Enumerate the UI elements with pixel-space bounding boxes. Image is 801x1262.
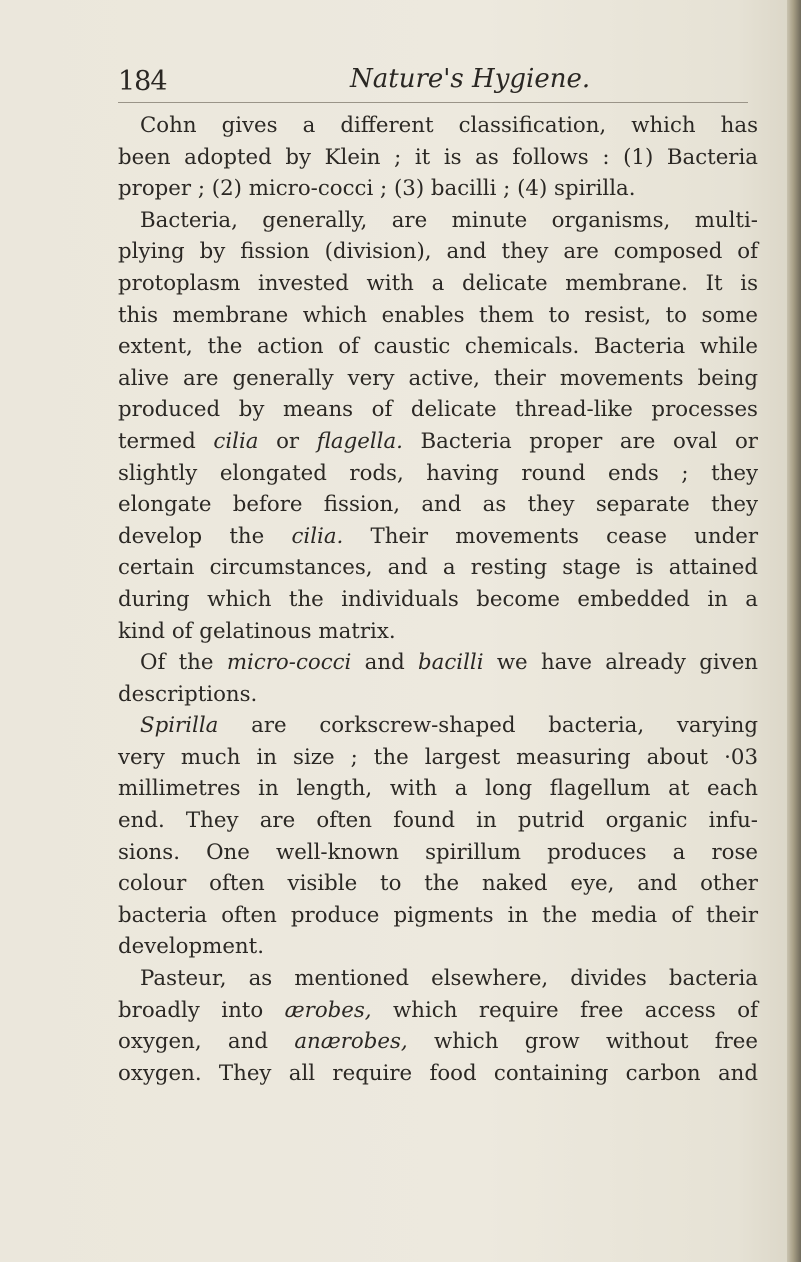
text-line: development. xyxy=(118,934,264,960)
text-line: develop the cilia. Their movements cease under xyxy=(118,523,758,549)
text-line: oxygen. They all require food containing carbon and xyxy=(118,1060,758,1086)
text-line: Bacteria, generally, are minute organisms, multi- xyxy=(140,207,758,233)
text-line: oxygen, and anærobes, which grow without free xyxy=(118,1029,758,1055)
text-line: alive are generally very active, their movements being xyxy=(118,365,758,391)
text-line: millimetres in length, with a long flagellum at each xyxy=(118,776,758,802)
text-line: descriptions. xyxy=(118,681,258,707)
text-line: kind of gelatinous matrix. xyxy=(118,618,396,644)
text-line: bacteria often produce pigments in the media of their xyxy=(118,902,758,928)
text-line: Of the micro-cocci and bacilli we have already given xyxy=(140,650,759,676)
text-line: slightly elongated rods, having round ends ; they xyxy=(118,460,758,486)
text-line: Spirilla are corkscrew-shaped bacteria, varying xyxy=(140,713,758,739)
text-line: during which the individuals become embedded in a xyxy=(118,586,758,612)
text-line: very much in size ; the largest measuring about ·03 xyxy=(118,744,758,770)
page-edge-shadow xyxy=(787,0,801,1262)
body-text xyxy=(118,110,758,1089)
text-line: termed cilia or flagella. Bacteria proper are oval or xyxy=(118,428,758,454)
text-line: this membrane which enables them to resist, to some xyxy=(118,302,758,328)
page-header xyxy=(118,60,758,100)
text-line: Pasteur, as mentioned elsewhere, divides bacteria xyxy=(140,966,758,992)
text-line: broadly into ærobes, which require free access of xyxy=(118,997,758,1023)
text-line: end. They are often found in putrid organic infu- xyxy=(118,808,758,834)
text-line: plying by fission (division), and they are composed of xyxy=(118,239,758,265)
text-line: proper ; (2) micro-cocci ; (3) bacilli ; (4) spirilla. xyxy=(118,176,636,202)
running-title: Nature's Hygiene. xyxy=(350,64,591,94)
text-line: certain circumstances, and a resting stage is attained xyxy=(118,555,758,581)
text-line: Cohn gives a different classification, which has xyxy=(140,113,758,138)
text-line: been adopted by Klein ; it is as follows : (1) Bacteria xyxy=(118,144,758,170)
header-rule xyxy=(118,102,748,103)
text-line: colour often visible to the naked eye, and other xyxy=(118,871,758,897)
text-line: extent, the action of caustic chemicals. Bacteria while xyxy=(118,334,758,360)
text-line: sions. One well-known spirillum produces a rose xyxy=(118,839,758,865)
text-line: protoplasm invested with a delicate membrane. It is xyxy=(118,270,758,296)
text-line: elongate before fission, and as they separate they xyxy=(118,492,758,518)
text-line: produced by means of delicate thread-like processes xyxy=(118,397,758,423)
page-number: 184 xyxy=(118,66,167,97)
